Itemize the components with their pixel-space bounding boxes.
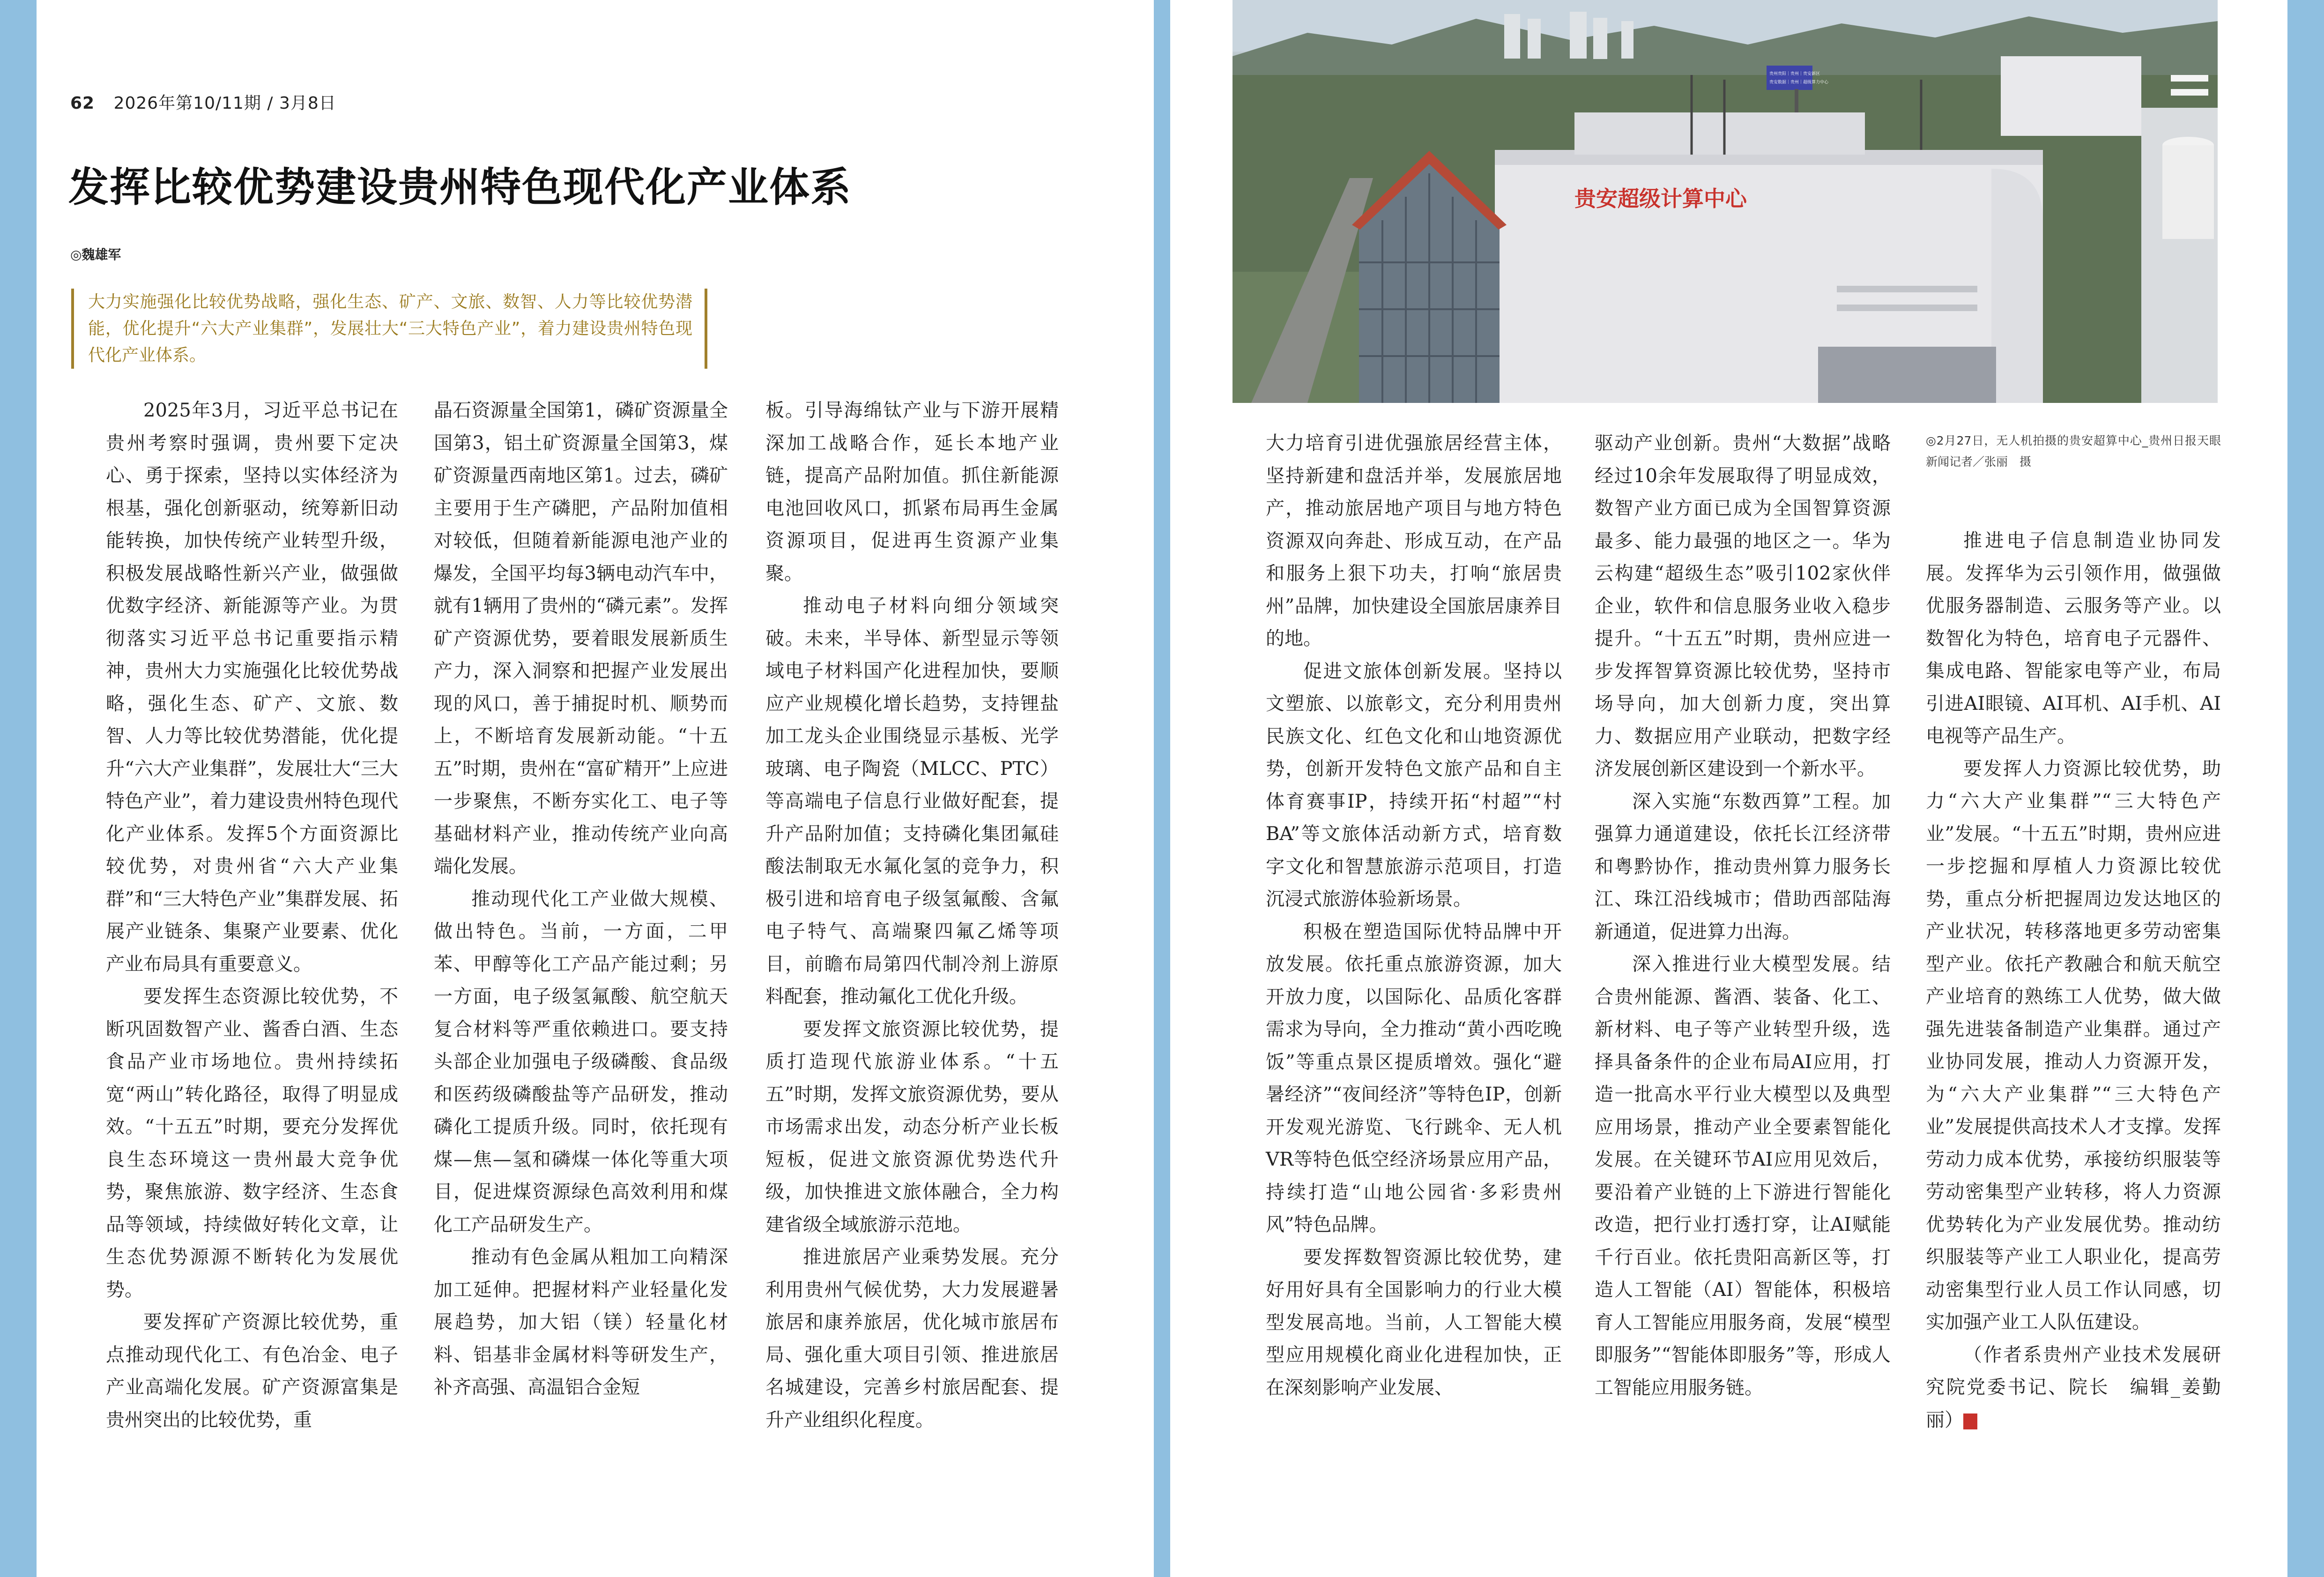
paragraph: 深入实施“东数西算”工程。加强算力通道建设，依托长江经济带和粤黔协作，推动贵州算力服务长江、珠江沿线城市；借助西部陆海新通道，促进算力出海。 [1595,790,1891,943]
photo-building-sign: 贵安超级计算中心 [1574,186,1747,211]
photo-caption: ◎2月27日，无人机拍摄的贵安超算中心_贵州日报天眼新闻记者／张丽 摄 [1926,434,2221,469]
photo-supercomputing-center [1233,0,2218,403]
column-3 [765,394,1059,1436]
page-number: 62 [70,94,95,113]
column-5 [1595,427,1891,1404]
paragraph: 积极在塑造国际优特品牌中开放发展。依托重点旅游资源，加大开放力度，以国际化、品质化客群需求为导向，全力推动“黄小西吃晚饭”等重点景区提质增效。强化“避暑经济”“夜间经济”等特色IP，创新开发观光游览、飞行跳伞、无人机VR等特色低空经济场景应用产品，持续打造“山地公园省·多彩贵州风”特色品牌。 [1266,921,1562,1235]
paragraph: 要发挥数智资源比较优势，建好用好具有全国影响力的行业大模型发展高地。当前，人工智能大模型应用规模化商业化进程加快，正在深刻影响产业发展、 [1266,1246,1562,1398]
column-4 [1266,427,1562,1404]
column-6 [1926,525,2221,1436]
paragraph: 大力培育引进优强旅居经营主体，坚持新建和盘活并举，发展旅居地产，推动旅居地产项目与地方特色资源双向奔赴、形成互动，在产品和服务上狠下功夫，打响“旅居贵州”品牌，加快建设全国旅居康养目的地。 [1266,432,1562,649]
paragraph: 驱动产业创新。贵州“大数据”战略经过10余年发展取得了明显成效，数智产业方面已成为全国智算资源最多、能力最强的地区之一。华为云构建“超级生态”吸引102家伙伴企业，软件和信息服务业收入稳步提升。“十五五”时期，贵州应进一步发挥智算资源比较优势，坚持市场导向，加大创新力度，突出算力、数据应用产业联动，把数字经济发展创新区建设到一个新水平。 [1595,432,1891,780]
byline: ◎魏雄军 [70,247,121,262]
photo-billboard-line-2: 贵安数据｜贵州｜超级算力中心 [1769,80,1829,85]
paragraph: 要发挥生态资源比较优势，不断巩固数智产业、酱香白酒、生态食品产业市场地位。贵州持续拓宽“两山”转化路径，取得了明显成效。“十五五”时期，要充分发挥优良生态环境这一贵州最大竞争优势，聚焦旅游、数字经济、生态食品等领域，持续做好转化文章，让生态优势源源不断转化为发展优势。 [106,986,398,1301]
page-header [70,90,336,114]
paragraph: 推进电子信息制造业协同发展。发挥华为云引领作用，做强做优服务器制造、云服务等产业。以数智化为特色，培育电子元器件、集成电路、智能家电等产业，布局引进AI眼镜、AI耳机、AI手机、AI电视等产品生产。 [1926,530,2221,747]
photo-billboard-line-1: 贵州贵阳｜贵州｜贵安新区 [1769,72,1820,76]
column-2 [434,394,728,1404]
paragraph: 推进旅居产业乘势发展。充分利用贵州气候优势，大力发展避暑旅居和康养旅居，优化城市旅居布局、强化重大项目引领、推进旅居名城建设，完善乡村旅居配套、提升产业组织化程度。 [765,1246,1059,1431]
photo-illustration [1233,0,2218,403]
paragraph: 推动现代化工产业做大规模、做出特色。当前，一方面，二甲苯、甲醇等化工产品产能过剩；另一方面，电子级氢氟酸、航空航天复合材料等严重依赖进口。要支持头部企业加强电子级磷酸、食品级和医药级磷酸盐等产品研发，推动磷化工提质升级。同时，依托现有煤—焦—氢和磷煤一体化等重大项目，促进煤资源绿色高效利用和煤化工产品研发生产。 [434,888,728,1235]
author-note [1926,1339,2221,1437]
paragraph: 推动有色金属从粗加工向精深加工延伸。把握材料产业轻量化发展趋势，加大铝（镁）轻量化材料、铝基非金属材料等研发生产，补齐高强、高温铝合金短 [434,1246,728,1398]
paragraph: 深入推进行业大模型发展。结合贵州能源、酱酒、装备、化工、新材料、电子等产业转型升级，选择具备条件的企业布局AI应用，打造一批高水平行业大模型以及典型应用场景，推动产业全要素智能化发展。在关键环节AI应用见效后，要沿着产业链的上下游进行智能化改造，把行业打透打穿，让AI赋能千行百业。依托贵阳高新区等，打造人工智能（AI）智能体，积极培育人工智能应用服务商，发展“模型即服务”“智能体即服务”等，形成人工智能应用服务链。 [1595,953,1891,1398]
paragraph: 要发挥人力资源比较优势，助力“六大产业集群”“三大特色产业”发展。“十五五”时期，贵州应进一步挖掘和厚植人力资源比较优势，重点分析把握周边发达地区的产业状况，转移落地更多劳动密集型产业。依托产教融合和航天航空产业培育的熟练工人优势，做大做强先进装备制造产业集群。通过产业协同发展，推动人力资源开发，为“六大产业集群”“三大特色产业”发展提供高技术人才支撑。发挥劳动力成本优势，承接纺织服装等劳动密集型产业转移，将人力资源优势转化为产业发展优势。推动纺织服装等产业工人职业化，提高劳动密集型行业人员工作认同感，切实加强产业工人队伍建设。 [1926,758,2221,1333]
column-1 [106,394,398,1436]
issue-info: 2026年第10/11期 / 3月8日 [113,94,336,113]
end-mark: D [1963,1413,1977,1429]
paragraph: 要发挥矿产资源比较优势，重点推动现代化工、有色冶金、电子产业高端化发展。矿产资源富集是贵州突出的比较优势，重 [106,1311,398,1431]
lead-summary: 大力实施强化比较优势战略，强化生态、矿产、文旅、数智、人力等比较优势潜能，优化提升“六大产业集群”，发展壮大“三大特色产业”，着力建设贵州特色现代化产业体系。 [71,289,707,369]
paragraph: 板。引导海绵钛产业与下游开展精深加工战略合作，延长本地产业链，提高产品附加值。抓住新能源电池回收风口，抓紧布局再生金属资源项目，促进再生资源产业集聚。 [765,400,1059,584]
author-note-text: （作者系贵州产业技术发展研究院党委书记、院长 编辑_姜勤丽） [1926,1344,2221,1431]
paragraph: 推动电子材料向细分领域突破。未来，半导体、新型显示等领域电子材料国产化进程加快，要顺应产业规模化增长趋势，支持锂盐加工龙头企业围绕显示基板、光学玻璃、电子陶瓷（MLCC、PTC）等高端电子信息行业做好配套，提升产品附加值；支持磷化集团氟硅酸法制取无水氟化氢的竞争力，积极引进和培育电子级氢氟酸、含氟电子特气、高端聚四氟乙烯等项目，前瞻布局第四代制冷剂上游原料配套，推动氟化工优化升级。 [765,595,1059,1007]
paragraph: 促进文旅体创新发展。坚持以文塑旅、以旅彰文，充分利用贵州民族文化、红色文化和山地资源优势，创新开发特色文旅产品和自主体育赛事IP，持续开拓“村超”“村BA”等文旅体活动新方式，培育数字文化和智慧旅游示范项目，打造沉浸式旅游体验新场景。 [1266,660,1562,910]
paragraph: 2025年3月，习近平总书记在贵州考察时强调，贵州要下定决心、勇于探索，坚持以实体经济为根基，强化创新驱动，统筹新旧动能转换，加快传统产业转型升级，积极发展战略性新兴产业，做强做优数字经济、新能源等产业。为贯彻落实习近平总书记重要指示精神，贵州大力实施强化比较优势战略，强化生态、矿产、文旅、数智、人力等比较优势潜能，优化提升“六大产业集群”，发展壮大“三大特色产业”，着力建设贵州特色现代化产业体系。发挥5个方面资源比较优势，对贵州省“六大产业集群”和“三大特色产业”集群发展、拓展产业链条、集聚产业要素、优化产业布局具有重要意义。 [106,400,398,975]
paragraph: 要发挥文旅资源比较优势，提质打造现代旅游业体系。“十五五”时期，发挥文旅资源优势，要从市场需求出发，动态分析产业长板短板，促进文旅资源优势迭代升级，加快推进文旅体融合，全力构建省级全域旅游示范地。 [765,1018,1059,1235]
paragraph: 晶石资源量全国第1，磷矿资源量全国第3，铝土矿资源量全国第3，煤矿资源量西南地区第1。过去，磷矿主要用于生产磷肥，产品附加值相对较低，但随着新能源电池产业的爆发，全国平均每3辆电动汽车中，就有1辆用了贵州的“磷元素”。发挥矿产资源优势，要着眼发展新质生产力，深入洞察和把握产业发展出现的风口，善于捕捉时机、顺势而上，不断培育发展新动能。“十五五”时期，贵州在“富矿精开”上应进一步聚焦，不断夯实化工、电子等基础材料产业，推动传统产业向高端化发展。 [434,400,728,877]
article-title: 发挥比较优势建设贵州特色现代化产业体系 [68,164,852,211]
